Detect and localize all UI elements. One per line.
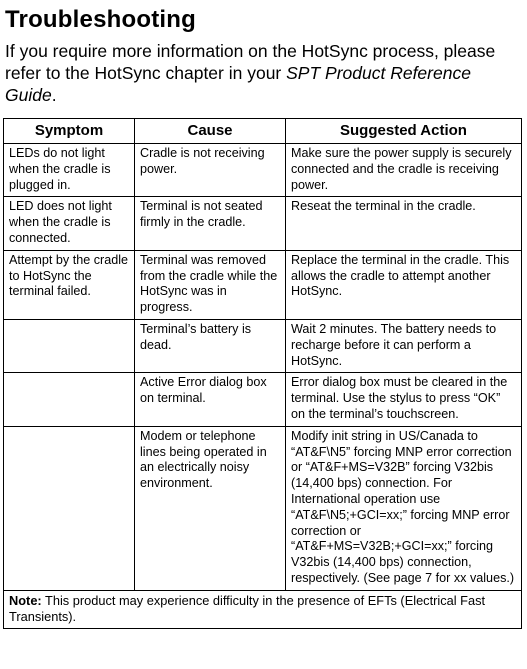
symptom-cell: [4, 373, 135, 426]
table-row: [4, 373, 522, 426]
header-cause: Cause: [135, 119, 286, 144]
action-cell: Wait 2 minutes. The battery needs to recharge before it can perform a HotSync.: [286, 319, 522, 372]
symptom-cell: [4, 319, 135, 372]
action-cell: Make sure the power supply is securely connected and the cradle is receiving power.: [286, 144, 522, 197]
action-cell: Modify init string in US/Canada to “AT&F\N5” forcing MNP error correction or “AT&F+MS=V32B” forcing V32bis (14,400 bps) connection. For International operation use “AT&F\N5;+GCI=xx;” forcing MNP error correction or “AT&F+MS=V32B;+GCI=xx;” forcing V32bis (14,400 bps) connection, respectively. (See page 7 for xx values.): [286, 426, 522, 590]
cause-cell: Modem or telephone lines being operated in an electrically noisy environment.: [135, 426, 286, 590]
action-cell: Replace the terminal in the cradle. This allows the cradle to attempt another HotSync.: [286, 250, 522, 319]
cause-cell: Terminal’s battery is dead.: [135, 319, 286, 372]
table-row: [4, 250, 522, 319]
intro-paragraph: [5, 40, 520, 106]
note-text: This product may experience difficulty in the presence of EFTs (Electrical Fast Transients).: [9, 592, 486, 624]
page-title: Troubleshooting: [5, 6, 196, 33]
symptom-cell: LED does not light when the cradle is connected.: [4, 197, 135, 250]
table-row: [4, 144, 522, 197]
table-row: [4, 197, 522, 250]
action-cell: Error dialog box must be cleared in the terminal. Use the stylus to press “OK” on the terminal’s touchscreen.: [286, 373, 522, 426]
symptom-cell: [4, 426, 135, 590]
table-note: [4, 590, 522, 628]
table-note-row: [4, 590, 522, 628]
note-label: Note:: [9, 592, 42, 608]
symptom-cell: LEDs do not light when the cradle is plugged in.: [4, 144, 135, 197]
guide-title: SPT Product Reference Guide: [5, 63, 471, 105]
table-row: [4, 426, 522, 590]
table-header-row: [4, 119, 522, 144]
cause-cell: Cradle is not receiving power.: [135, 144, 286, 197]
action-cell: Reseat the terminal in the cradle.: [286, 197, 522, 250]
cause-cell: Terminal is not seated firmly in the cradle.: [135, 197, 286, 250]
troubleshooting-table: [3, 118, 522, 629]
intro-text: If you require more information on the HotSync process, please refer to the HotSync chapter in your: [5, 41, 496, 83]
table-row: [4, 319, 522, 372]
header-action: Suggested Action: [286, 119, 522, 144]
cause-cell: Active Error dialog box on terminal.: [135, 373, 286, 426]
symptom-cell: Attempt by the cradle to HotSync the terminal failed.: [4, 250, 135, 319]
cause-cell: Terminal was removed from the cradle while the HotSync was in progress.: [135, 250, 286, 319]
header-symptom: Symptom: [4, 119, 135, 144]
intro-end: .: [51, 85, 57, 105]
